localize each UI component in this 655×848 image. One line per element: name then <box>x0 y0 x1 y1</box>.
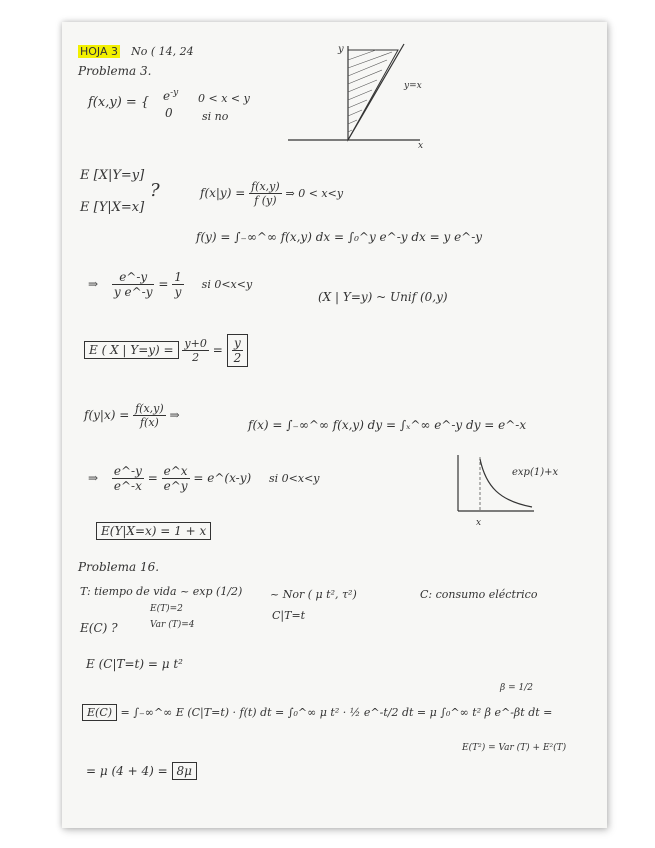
exp-graph-x-label: x <box>476 518 482 528</box>
problem3-title: Problema 3. <box>78 64 152 78</box>
ratio2-simplification: ⇒ $\frac{e\^{}-y}{e\^{}-x}$ = $\frac{e\^{}x}{e\^{}y}$ = e^(x-y) si 0<x<y <box>88 464 320 493</box>
result-ey-given-x: E(Y|X=x) = 1 + x <box>96 524 211 538</box>
lifetime-definition: T: tiempo de vida ~ exp (1/2) <box>80 585 243 598</box>
moment-variance: Var (T)=4 <box>150 620 195 630</box>
graph-line-label: y=x <box>404 81 422 91</box>
question-mark: ? <box>150 180 160 201</box>
density-case1-condition: 0 < x < y <box>198 92 250 105</box>
moment-mean: E(T)=2 <box>150 604 183 614</box>
conditional-density-yx: f(y|x) = $\frac{f(x,y)}{f(x)}$ ⇒ <box>84 402 180 429</box>
graph-y-label: y <box>338 44 344 55</box>
marginal-y: f(y) = ∫₋∞^∞ f(x,y) dx = ∫₀^y e^-y dx = y e^-y <box>196 230 483 244</box>
question-ey-given-x: E [Y|X=x] <box>80 200 145 215</box>
density-case2-value: 0 <box>165 106 173 120</box>
exercise-numbers: No ( 14, 24 <box>131 45 194 58</box>
marginal-x: f(x) = ∫₋∞^∞ f(x,y) dy = ∫ₓ^∞ e^-y dy = e^-x <box>248 418 527 432</box>
ratio-simplification: ⇒ $\frac{e\^{}-y}{\text{y e\textasciicircum{}-y}}$ = $\frac{1}{y}$ si 0<x<y <box>88 270 253 299</box>
final-result: = μ (4 + 4) = 8μ <box>86 764 197 778</box>
sheet-label: HOJA 3 <box>80 45 119 58</box>
region-graph <box>280 40 450 150</box>
joint-density-lhs: f(x,y) = { <box>88 95 150 110</box>
ec-derivation: E(C) = ∫₋∞^∞ E (C|T=t) · f(t) dt = ∫₀^∞ μ t² · ½ e^-t/2 dt = μ ∫₀^∞ t² β e^-βt dt = <box>82 706 552 719</box>
result-ex-given-y: E ( X | Y=y) = $\frac{y+0}{2}$ = $\frac{y}{2}$ <box>84 334 248 367</box>
density-case1-value: $e^{-y}$ <box>163 88 179 103</box>
consumption-definition: C: consumo eléctrico <box>420 588 538 601</box>
conditional-density-xy: f(x|y) = $\frac{f(x,y)}{f (y)}$ ⇒ 0 < x<y <box>200 180 344 207</box>
density-case2-condition: si no <box>202 110 229 123</box>
exp-graph <box>450 455 590 535</box>
problem16-title: Problema 16. <box>78 560 160 574</box>
conditional-normal: ~ Nor ( μ t², τ²) <box>270 588 357 601</box>
conditional-label: C|T=t <box>272 609 306 622</box>
beta-note: β = 1/2 <box>500 683 533 693</box>
question-ec: E(C) ? <box>80 621 118 635</box>
second-moment-note: E(T²) = Var (T) + E²(T) <box>462 743 567 753</box>
question-ex-given-y: E [X|Y=y] <box>80 168 145 183</box>
conditional-expectation: E (C|T=t) = μ t² <box>86 657 183 671</box>
graph-x-label: x <box>418 141 424 151</box>
sheet-header <box>78 40 194 59</box>
uniform-distribution: (X | Y=y) ~ Unif (0,y) <box>318 290 448 304</box>
exp-graph-label: exp(1)+x <box>512 467 559 478</box>
